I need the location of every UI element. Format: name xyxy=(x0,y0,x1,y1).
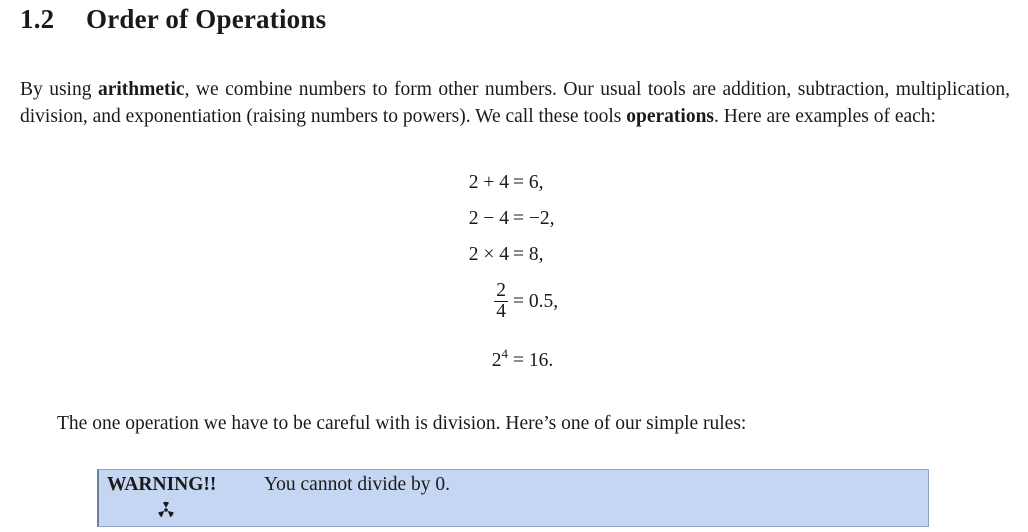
term-arithmetic: arithmetic xyxy=(97,79,185,100)
power-exponent: 4 xyxy=(501,346,508,361)
power-base: 2 xyxy=(491,350,502,371)
radiation-trefoil-icon xyxy=(155,500,177,520)
fraction-numerator: 2 xyxy=(496,280,506,301)
warning-box xyxy=(97,469,929,527)
equation-rhs: = −2, xyxy=(513,208,555,229)
intro-paragraph xyxy=(20,76,1010,130)
section-heading xyxy=(20,4,326,35)
warning-label: WARNING!! xyxy=(107,474,217,495)
intro-text: , we combine numbers to form other numbers. Our usual tools are addition, subtraction, multiplication, division, and exponentiation (raising numbers to powers). We call these tools xyxy=(20,79,1010,127)
equation-rhs: = 6, xyxy=(513,172,544,193)
equation-rhs: = 8, xyxy=(513,244,544,265)
warning-text: You cannot divide by 0. xyxy=(264,474,450,495)
term-operations: operations xyxy=(626,106,714,127)
equation-lhs: 2 × 4 xyxy=(468,244,509,265)
equation-power xyxy=(491,346,508,372)
equation-fraction xyxy=(494,281,508,322)
equation-lhs: 2 + 4 xyxy=(468,172,509,193)
fraction-denominator: 4 xyxy=(496,301,506,322)
intro-text: . Here are examples of each: xyxy=(714,106,936,127)
section-number: 1.2 xyxy=(20,4,55,34)
equation-rhs: = 0.5, xyxy=(513,291,559,312)
intro-text: By using xyxy=(20,79,98,100)
equation-rhs: = 16. xyxy=(513,350,554,371)
division-note: The one operation we have to be careful with is division. Here’s one of our simple rules: xyxy=(57,413,747,434)
equation-lhs: 2 − 4 xyxy=(468,208,509,229)
section-title: Order of Operations xyxy=(86,4,327,34)
